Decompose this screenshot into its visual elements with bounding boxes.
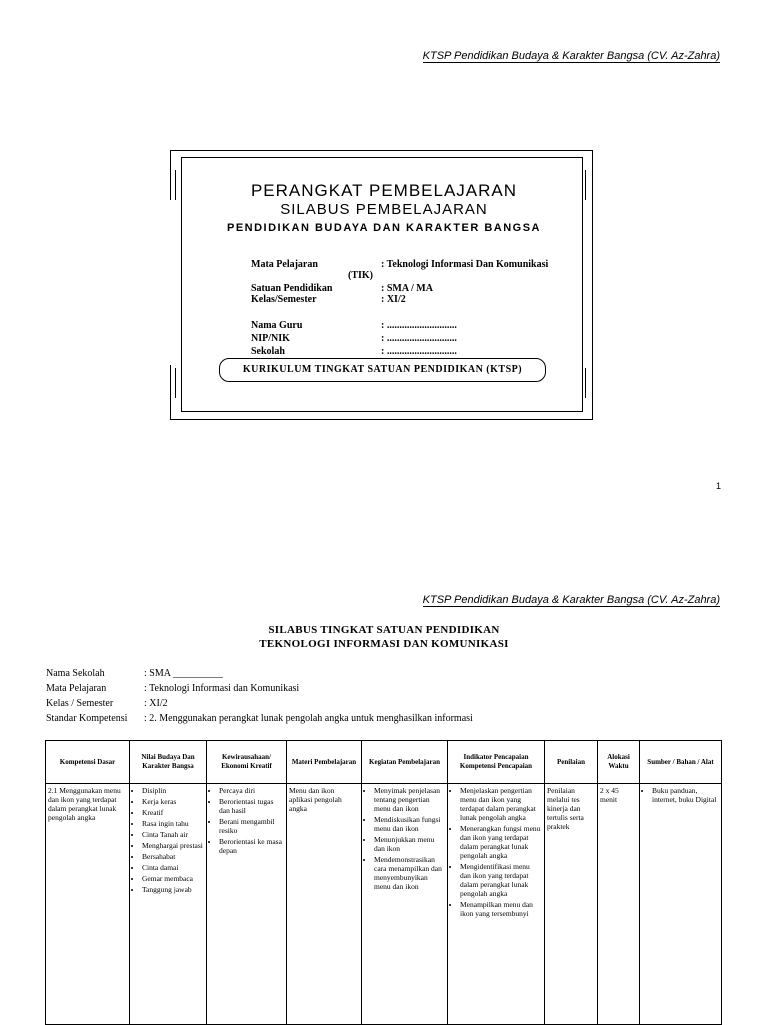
col-header: Sumber / Bahan / Alat <box>640 741 722 784</box>
cell-materi: Menu dan ikon aplikasi pengolah angka <box>287 784 362 1025</box>
meta-label: Standar Kompetensi <box>46 713 128 724</box>
list-item: • Bersahabat <box>142 852 204 861</box>
frame-tick <box>585 368 586 398</box>
meta-value: : Teknologi Informasi dan Komunikasi <box>144 683 300 694</box>
meta-row-nama-sekolah <box>46 668 223 680</box>
cell-sumber <box>640 784 722 1025</box>
col-header: Kegiatan Pembelajaran <box>362 741 448 784</box>
list-item: • Tanggung jawab <box>142 885 204 894</box>
satuan-label: Satuan Pendidikan <box>251 283 333 294</box>
list-item: • Cinta Tanah air <box>142 830 204 839</box>
col-header: Nilai Budaya Dan Karakter Bangsa <box>130 741 207 784</box>
col-header: Indikator Pencapaian Kompetensi Pencapaian <box>448 741 545 784</box>
page-header-2: KTSP Pendidikan Budaya & Karakter Bangsa (CV. Az-Zahra) <box>422 594 720 606</box>
list-item: • Menunjukkan menu dan ikon <box>374 835 445 853</box>
guru-label: Nama Guru <box>251 320 303 331</box>
meta-value: : 2. Menggunakan perangkat lunak pengolah angka untuk menghasilkan informasi <box>144 713 473 724</box>
page-number: 1 <box>716 481 722 491</box>
kurikulum-banner: KURIKULUM TINGKAT SATUAN PENDIDIKAN (KTSP) <box>219 358 546 382</box>
cell-alokasi: 2 x 45 menit <box>598 784 640 1025</box>
col-header: Kewirausahaan/ Ekonomi Kreatif <box>207 741 287 784</box>
meta-label: Mata Pelajaran <box>46 683 107 694</box>
cell-nilai-budaya <box>130 784 207 1025</box>
list-item: • Berorientasi tugas dan hasil <box>219 797 284 815</box>
mapel-continued: (TIK) <box>348 270 373 281</box>
list-item: • Menghargai prestasi <box>142 841 204 850</box>
silabus-subtitle: TEKNOLOGI INFORMASI DAN KOMUNIKASI <box>259 638 509 650</box>
frame-tick <box>175 368 176 398</box>
kelas-label: Kelas/Semester <box>251 294 317 305</box>
guru-value: : ............................ <box>381 320 457 331</box>
sekolah-value: : ............................ <box>381 346 457 357</box>
satuan-value: : SMA / MA <box>381 283 433 294</box>
list-item: • Disiplin <box>142 786 204 795</box>
list-item: • Menyimak penjelasan tentang pengertian menu dan ikon <box>374 786 445 813</box>
list-item: • Mengidentifikasi menu dan ikon yang terdapat dalam perangkat lunak pengolah angka <box>460 862 542 898</box>
list-item: • Mendiskusikan fungsi menu dan ikon <box>374 815 445 833</box>
cell-kompetensi-dasar: 2.1 Menggunakan menu dan ikon yang terdapat dalam perangkat lunak pengolah angka <box>46 784 130 1025</box>
list-item: • Menjelaskan pengertian menu dan ikon yang terdapat dalam perangkat lunak pengolah angka <box>460 786 542 822</box>
meta-label: Nama Sekolah <box>46 668 105 679</box>
list-item: • Cinta damai <box>142 863 204 872</box>
meta-row-mata-pelajaran <box>46 683 300 695</box>
col-header: Materi Pembelajaran <box>287 741 362 784</box>
list-item: • Percaya diri <box>219 786 284 795</box>
meta-row-standar-kompetensi <box>46 713 473 725</box>
meta-value: : SMA __________ <box>144 668 223 679</box>
list-item: • Gemar membaca <box>142 874 204 883</box>
cell-kewirausahaan <box>207 784 287 1025</box>
list-item: • Mendemonstrasikan cara menampilkan dan menyembunyikan menu dan ikon <box>374 855 445 891</box>
cover-subtitle: SILABUS PEMBELAJARAN <box>280 201 488 218</box>
list-item: • Rasa ingin tahu <box>142 819 204 828</box>
col-header: Kompetensi Dasar <box>46 741 130 784</box>
sekolah-label: Sekolah <box>251 346 285 357</box>
nip-label: NIP/NIK <box>251 333 290 344</box>
cell-penilaian: Penilaian melalui tes kinerja dan tertulis serta praktek <box>545 784 598 1025</box>
col-header: Alokasi Waktu <box>598 741 640 784</box>
cover-subject: PENDIDIKAN BUDAYA DAN KARAKTER BANGSA <box>226 222 542 234</box>
mapel-label: Mata Pelajaran <box>251 259 318 270</box>
meta-label: Kelas / Semester <box>46 698 114 709</box>
cell-indikator <box>448 784 545 1025</box>
list-item: • Menampilkan menu dan ikon yang tersembunyi <box>460 900 542 918</box>
silabus-table <box>45 740 722 1025</box>
list-item: • Buku panduan, internet, buku Digital <box>652 786 719 804</box>
cell-kegiatan <box>362 784 448 1025</box>
col-header: Penilaian <box>545 741 598 784</box>
list-item: • Berani mengambil resiko <box>219 817 284 835</box>
table-row <box>46 784 722 1025</box>
list-item: • Kerja keras <box>142 797 204 806</box>
cover-title: PERANGKAT PEMBELAJARAN <box>250 181 518 200</box>
nip-value: : ............................ <box>381 333 457 344</box>
list-item: • Menerangkan fungsi menu dan ikon yang terdapat dalam perangkat lunak pengolah angka <box>460 824 542 860</box>
mapel-value: : Teknologi Informasi Dan Komunikasi <box>381 259 549 270</box>
page-header: KTSP Pendidikan Budaya & Karakter Bangsa (CV. Az-Zahra) <box>422 50 720 62</box>
table-header-row <box>46 741 722 784</box>
list-item: • Berorientasi ke masa depan <box>219 837 284 855</box>
list-item: • Kreatif <box>142 808 204 817</box>
meta-value: : XI/2 <box>144 698 168 709</box>
silabus-title: SILABUS TINGKAT SATUAN PENDIDIKAN <box>268 624 500 636</box>
meta-row-kelas-semester <box>46 698 168 710</box>
kelas-value: : XI/2 <box>381 294 406 305</box>
